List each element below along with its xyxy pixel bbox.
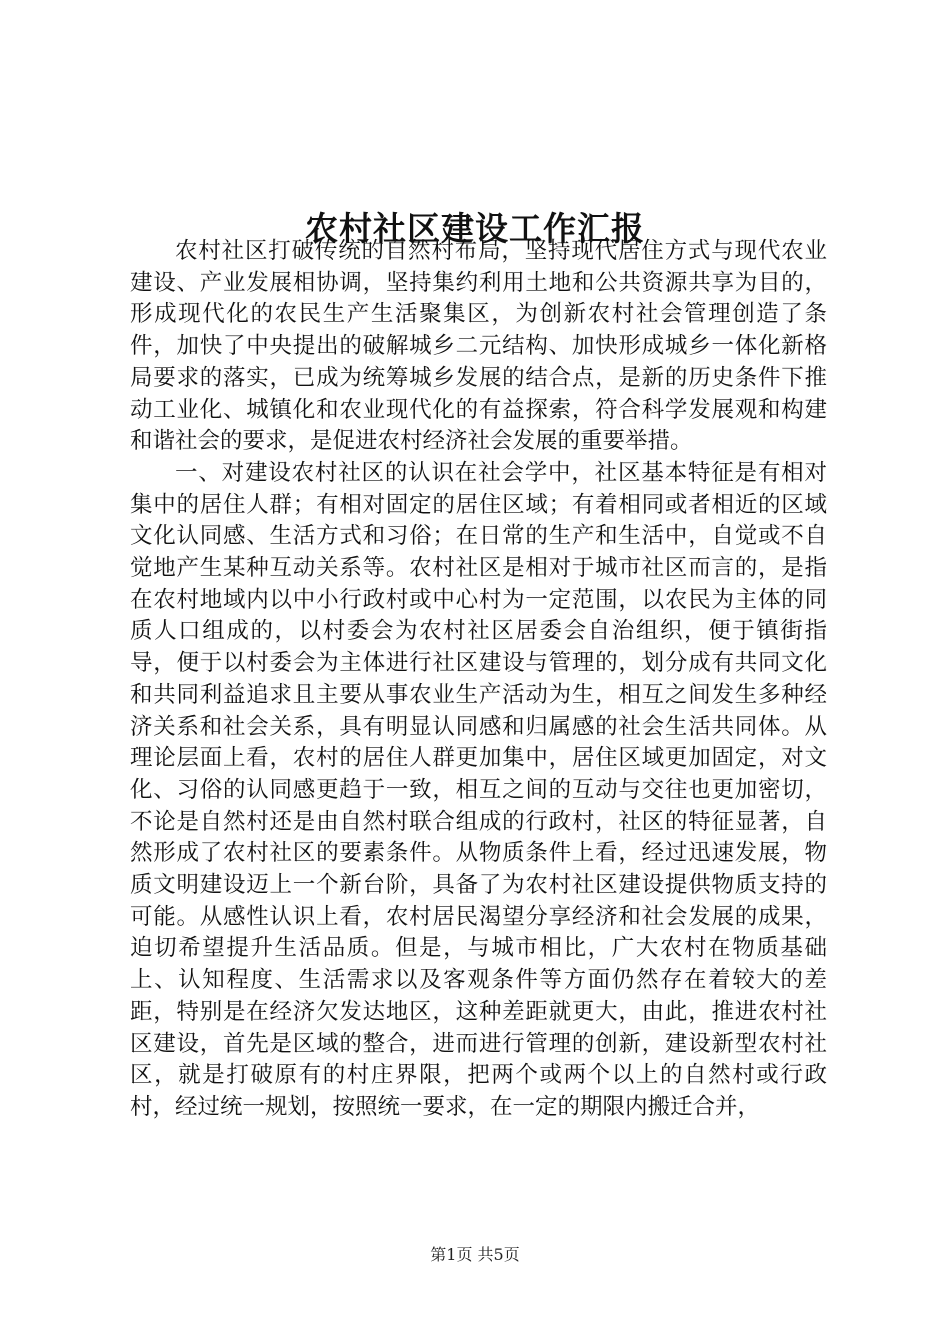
page-footer: 第1页 共5页 <box>430 1245 520 1264</box>
paragraph-intro: 农村社区打破传统的自然村布局，坚持现代居住方式与现代农业建设、产业发展相协调，坚持集约利用土地和公共资源共享为目的，形成现代化的农民生产生活聚集区，为创新农村社会管理创造了条件，加快了中央提出的破解城乡二元结构、加快形成城乡一体化新格局要求的落实，已成为统筹城乡发展的结合点，是新的历史条件下推动工业化、城镇化和农业现代化的有益探索，符合科学发展观和构建和谐社会的要求，是促进农村经济社会发展的重要举措。 <box>130 238 827 455</box>
document-title: 农村社区建设工作汇报 <box>305 209 645 249</box>
paragraph-section-one: 一、对建设农村社区的认识在社会学中，社区基本特征是有相对集中的居住人群；有相对固定的居住区域；有着相同或者相近的区域文化认同感、生活方式和习俗；在日常的生产和生活中，自觉或不自觉地产生某种互动关系等。农村社区是相对于城市社区而言的，是指在农村地域内以中小行政村或中心村为一定范围，以农民为主体的同质人口组成的，以村委会为农村社区居委会自治组织，便于镇街指导，便于以村委会为主体进行社区建设与管理的，划分成有共同文化和共同利益追求且主要从事农业生产活动为生，相互之间发生多种经济关系和社会关系，具有明显认同感和归属感的社会生活共同体。从理论层面上看，农村的居住人群更加集中，居住区域更加固定，对文化、习俗的认同感更趋于一致，相互之间的互动与交往也更加密切，不论是自然村还是由自然村联合组成的行政村，社区的特征显著，自然形成了农村社区的要素条件。从物质条件上看，经过迅速发展，物质文明建设迈上一个新台阶，具备了为农村社区建设提供物质支持的可能。从感性认识上看，农村居民渴望分享经济和社会发展的成果，迫切希望提升生活品质。但是，与城市相比，广大农村在物质基础上、认知程度、生活需求以及客观条件等方面仍然存在着较大的差距，特别是在经济欠发达地区，这种差距就更大，由此，推进农村社区建设，首先是区域的整合，进而进行管理的创新，建设新型农村社区，就是打破原有的村庄界限，把两个或两个以上的自然村或行政村，经过统一规划，按照统一要求，在一定的期限内搬迁合并， <box>130 459 827 1120</box>
document-body <box>130 236 827 1124</box>
